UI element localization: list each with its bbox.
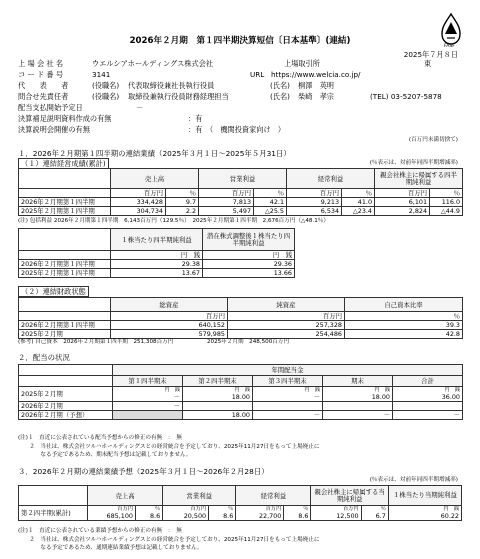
contact-position-label: (役職名) [92, 92, 120, 101]
table-row [19, 411, 463, 420]
sub1-label: （１）連結経営成績(累計) [18, 158, 109, 169]
forecast-table [18, 485, 462, 521]
row-label: 2026年２月期第１四半期 [19, 260, 111, 269]
cell: 41.0 [342, 198, 375, 207]
value: 12,500 [336, 512, 359, 520]
cell [209, 506, 236, 521]
cell: 6,101 [375, 198, 430, 207]
cell [388, 506, 461, 521]
dividend-date: － [136, 103, 144, 112]
header-sales: 売上高 [111, 169, 199, 189]
unit: 百万円 [190, 506, 207, 512]
section3-heading: ３．2026年２月期の連結業績予想（2025年３月１日～2026年２月28日） [18, 467, 269, 476]
value: 8.6 [223, 512, 234, 520]
row-label: 2025年２月期 [19, 387, 113, 402]
header-ordinary-profit: 経常利益 [287, 169, 375, 189]
cell: 579,985 [111, 330, 228, 339]
comprehensive-income-note [18, 218, 329, 225]
cell [323, 402, 393, 411]
corner-cell [19, 365, 113, 376]
unit: 円 銭 [203, 251, 295, 260]
cell: 18.00 [183, 411, 253, 420]
table-row [19, 198, 463, 207]
dividend-note-2: ２ 当社は、株式会社ツルハホールディングスとの経営統合を予定しており、2025年11月27日をもって上場廃止に [18, 444, 320, 450]
header-eps: １株当たり当期純利益 [388, 486, 461, 506]
header-operating-profit: 営業利益 [163, 486, 236, 506]
cell: 29.38 [111, 260, 203, 269]
unit: 円 銭 [374, 387, 390, 393]
value: － [173, 393, 180, 401]
unit: ％ [342, 189, 375, 198]
cell: 6,534 [287, 207, 342, 216]
value: 8.6 [149, 512, 161, 520]
rep-position-label: (役職名) [92, 81, 120, 90]
row-label: 第２四半期(累計) [19, 506, 88, 521]
exchange: 東 [424, 59, 432, 68]
logo-text: FASF [444, 44, 455, 49]
header-total-assets: 総資産 [111, 298, 228, 312]
cell [311, 506, 361, 521]
unit: 百万円 [265, 506, 282, 512]
unit: ％ [228, 506, 234, 512]
cell: 39.3 [345, 321, 463, 330]
cell [183, 387, 253, 402]
cell: 254,486 [228, 330, 345, 339]
representative-label: 代 表 者 [18, 81, 69, 90]
unit: ％ [380, 506, 386, 512]
header-year-end: 期末 [323, 376, 393, 387]
header-equity-ratio: 自己資本比率 [345, 298, 463, 312]
header-net-profit: 親会社株主に帰属する当期純利益 [311, 486, 388, 506]
value: 36.00 [441, 393, 460, 401]
corner-cell [19, 169, 111, 189]
table-row [19, 207, 463, 216]
table-row [19, 330, 463, 339]
unit: 円 銭 [443, 506, 459, 512]
dividend-table [18, 364, 463, 420]
cell: 42.1 [254, 198, 287, 207]
cell: 640,152 [111, 321, 228, 330]
pct-note-3: (％表示は、対前年同四半期増減率) [369, 477, 458, 483]
cell [393, 387, 463, 402]
unit: 百万円 [287, 189, 342, 198]
dividend-date-label: 配当支払開始予定日 [18, 103, 83, 112]
sub2-label: （２）連結財政状態 [18, 286, 89, 297]
cell: － [393, 411, 463, 420]
supplementary-value: ：有 [188, 114, 203, 123]
row-label: 2026年２月期 [19, 402, 113, 411]
contact-name-label: (氏名) [270, 92, 290, 101]
contact-name: 柴崎 孝宗 [298, 92, 334, 101]
cell [183, 402, 253, 411]
value: 22,700 [258, 512, 282, 520]
cell: 2,824 [375, 207, 430, 216]
value: 18.00 [371, 393, 390, 401]
value: 8.6 [298, 512, 309, 520]
forecast-note-2: ２ 当社は、株式会社ツルハホールディングスとの経営統合を予定しており、2025年11月27日をもって上場廃止に [18, 537, 320, 543]
unit: 百万円 [199, 189, 254, 198]
unit: 百万円 [111, 312, 228, 321]
row-label: 2025年２月期第１四半期 [19, 207, 111, 216]
table-row [19, 260, 295, 269]
value: 685,100 [106, 512, 133, 520]
dividend-note-3: なる予定であるため、期末配当予想は記載しておりません。 [18, 452, 192, 458]
unit: 百万円 [228, 312, 345, 321]
cell: 5,497 [199, 207, 254, 216]
header-q1-end: 第１四半期末 [113, 376, 183, 387]
cell: 257,328 [228, 321, 345, 330]
operating-results-table [18, 168, 463, 216]
header-operating-profit: 営業利益 [199, 169, 287, 189]
cell: 13.67 [111, 269, 203, 278]
comprehensive-values: 2026年２月期第１四半期 6,143百万円（129.5％） 2025年２月期第１四半期 2,676百万円（△48.1％） [53, 218, 329, 224]
unit: ％ [254, 189, 287, 198]
cell [87, 506, 135, 521]
value: 6.7 [375, 512, 386, 520]
cell [253, 402, 323, 411]
header-annual-dividend: 年間配当金 [113, 365, 463, 376]
header-net-assets: 純資産 [228, 298, 345, 312]
forecast-note-1: (注)１ 直近に公表されている業績予想からの修正の有無 ： 無 [18, 528, 182, 534]
header-ordinary-profit: 経常利益 [236, 486, 311, 506]
unit: 円 銭 [444, 387, 460, 393]
unit: 百万円 [117, 506, 133, 512]
rep-position: 代表取締役兼社長執行役員 [128, 81, 215, 90]
unit: 円 銭 [234, 387, 250, 393]
value: 18.00 [231, 393, 250, 401]
unit: ％ [166, 189, 199, 198]
briefing-value: ：有 （ 機関投資家向け ） [188, 125, 286, 134]
pct-note-1: (％表示は、対前年同四半期増減率) [369, 160, 458, 166]
row-label: 2026年２月期第１四半期 [19, 198, 111, 207]
forecast-note-3: なる予定であるため、通期連結業績予想は記載しておりません。 [18, 545, 203, 551]
value: 20,500 [183, 512, 207, 520]
contact-label: 問合せ先責任者 [18, 92, 69, 101]
report-date: 2025年７月８日 [403, 50, 458, 59]
cell: － [113, 402, 183, 411]
header-q2-end: 第２四半期末 [183, 376, 253, 387]
header-eps: １株当たり四半期純利益 [111, 229, 203, 251]
row-label: 2026年２月期第１四半期 [19, 321, 111, 330]
eps-table [18, 228, 295, 278]
unit: 百万円 [111, 189, 166, 198]
unit: ％ [154, 506, 161, 512]
value: 60.22 [440, 512, 459, 520]
header-net-profit: 親会社株主に帰属する四半期純利益 [375, 169, 463, 189]
cell [163, 506, 209, 521]
cell [236, 506, 284, 521]
unit: 円 銭 [164, 387, 180, 393]
table-row [19, 269, 295, 278]
comprehensive-label: (注) 包括利益 [18, 218, 53, 224]
unit: ％ [303, 506, 309, 512]
unit: 円 銭 [304, 387, 320, 393]
cell [113, 411, 183, 420]
cell: 13.66 [203, 269, 295, 278]
cell: 9.7 [166, 198, 199, 207]
supplementary-label: 決算補足説明資料作成の有無 [18, 114, 112, 123]
unit: ％ [430, 189, 463, 198]
cell: 9,213 [287, 198, 342, 207]
dividend-note-1: (注)１ 直近に公表されている配当予想からの修正の有無 ： 無 [18, 435, 182, 441]
header-total: 合計 [393, 376, 463, 387]
row-label: 2025年２月期 [19, 330, 111, 339]
section1-sub2 [18, 286, 89, 297]
cell [284, 506, 311, 521]
cell: 42.8 [345, 330, 463, 339]
row-label: 2026年２月期（予想） [19, 411, 113, 420]
briefing-label: 決算説明会開催の有無 [18, 125, 90, 134]
section1-heading: １．2026年２月期第１四半期の連結業績（2025年３月１日～2025年５月31日） [18, 149, 291, 158]
company-url[interactable]: https://www.welcia.co.jp/ [271, 70, 361, 79]
company-name-label: 上 場 会 社 名 [18, 59, 64, 68]
cell: △44.9 [430, 207, 463, 216]
cell [393, 402, 463, 411]
cell [323, 387, 393, 402]
rounding-note: (百万円未満切捨て) [408, 137, 458, 143]
value: － [313, 393, 320, 401]
rep-name: 桐澤 英明 [298, 81, 334, 90]
header-diluted-eps: 潜在株式調整後１株当たり四半期純利益 [203, 229, 295, 251]
header-q3-end: 第３四半期末 [253, 376, 323, 387]
contact-position: 取締役兼執行役員財務経理担当 [128, 92, 229, 101]
code-label: コ ー ド 番 号 [18, 70, 64, 79]
unit: ％ [345, 312, 463, 321]
cell: － [253, 411, 323, 420]
cell: － [323, 411, 393, 420]
exchange-label: 上場取引所 [284, 59, 320, 68]
cell: 304,734 [111, 207, 166, 216]
table-row [19, 506, 462, 521]
cell: △23.4 [342, 207, 375, 216]
cell [361, 506, 388, 521]
section2-heading: ２．配当の状況 [18, 353, 70, 362]
cell: 7,813 [199, 198, 254, 207]
unit: 円 銭 [111, 251, 203, 260]
financial-position-table [18, 297, 463, 339]
cell: △25.5 [254, 207, 287, 216]
corner-cell [19, 298, 111, 312]
cell [113, 387, 183, 402]
header-sales: 売上高 [87, 486, 162, 506]
company-name: ウエルシアホールディングス株式会社 [92, 59, 214, 68]
url-label: URL [250, 70, 265, 79]
rep-name-label: (氏名) [270, 81, 290, 90]
unit: 百万円 [343, 506, 359, 512]
table-row [19, 402, 463, 411]
cell: 29.36 [203, 260, 295, 269]
cell: 116.0 [430, 198, 463, 207]
document-title: 2026年２月期 第１四半期決算短信〔日本基準〕(連結) [129, 36, 351, 46]
table-row [19, 387, 463, 402]
corner-cell [19, 486, 88, 506]
cell [253, 387, 323, 402]
cell: 2.2 [166, 207, 199, 216]
cell: 334,428 [111, 198, 166, 207]
corner-cell [19, 229, 111, 251]
unit: 百万円 [375, 189, 430, 198]
row-label: 2025年２月期第１四半期 [19, 269, 111, 278]
cell [135, 506, 162, 521]
contact-tel: (TEL) 03-5207-5878 [370, 92, 442, 101]
equity-reference-note: (参考) 自己資本 2026年２月期第１四半期 251,308百万円 2025年２月期 248,500百万円 [18, 339, 290, 345]
table-row [19, 321, 463, 330]
stock-code: 3141 [92, 70, 111, 79]
